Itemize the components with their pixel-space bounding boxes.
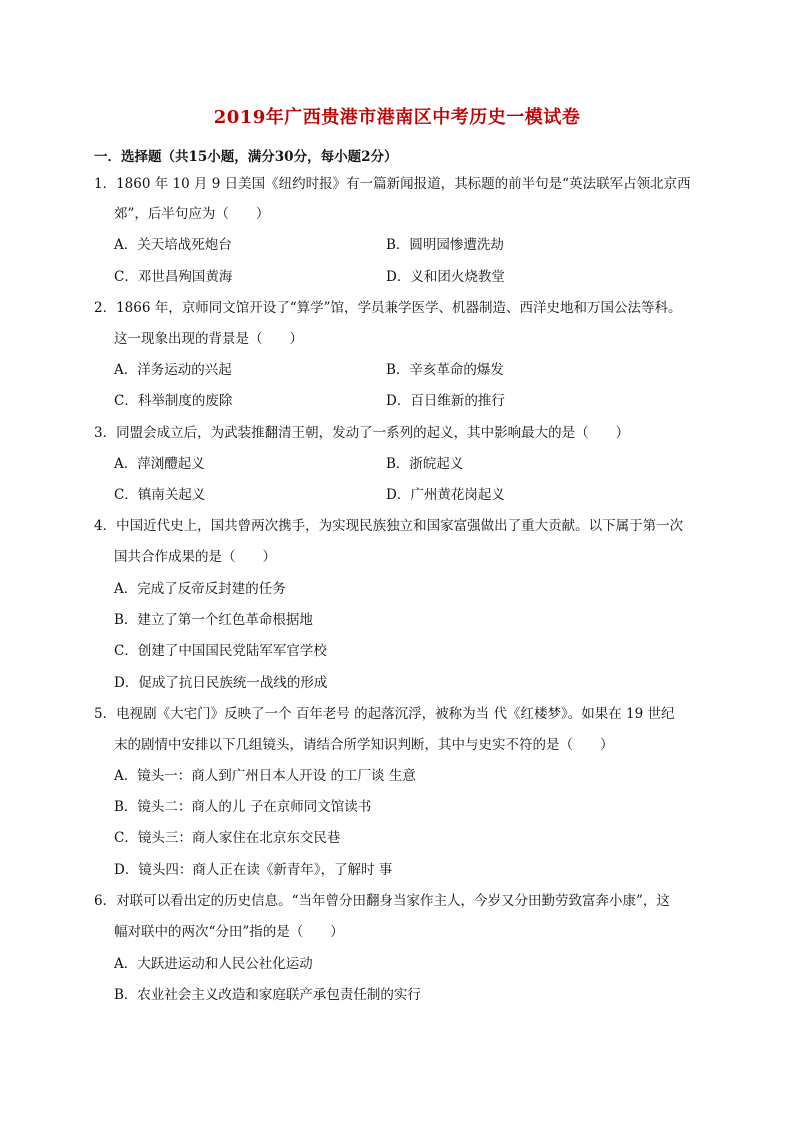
question-1-option-b: B．圆明园惨遭洗劫 [386, 237, 504, 253]
question-5-option-a: A．镜头一：商人到广州日本人开设 的工厂谈 生意 [114, 768, 416, 784]
question-6-option-a: A．大跃进运动和人民公社化运动 [114, 956, 313, 972]
question-2-option-a: A．洋务运动的兴起 [114, 362, 232, 378]
question-5-option-d: D．镜头四：商人正在读《新青年》，了解时 事 [114, 862, 393, 878]
question-3-option-c: C．镇南关起义 [114, 487, 206, 503]
question-5-text: 5．电视剧《大宅门》反映了一个 百年老号 的起落沉浮，被称为当 代《红楼梦》。如果在 19 世纪 [94, 706, 675, 722]
exam-title: 2019年广西贵港市港南区中考历史一模试卷 [213, 107, 581, 128]
question-6-option-b: B．农业社会主义改造和家庭联产承包责任制的实行 [114, 987, 421, 1003]
question-4-option-a: A．完成了反帝反封建的任务 [114, 581, 286, 597]
question-4-text: 4．中国近代史上，国共曾两次携手，为实现民族独立和国家富强做出了重大贡献。以下属于第一次 [94, 518, 684, 534]
question-1-option-c: C．邓世昌殉国黄海 [114, 269, 233, 285]
question-2-option-d: D．百日维新的推行 [386, 393, 505, 409]
question-3-option-d: D．广州黄花岗起义 [386, 487, 505, 503]
question-1-option-a: A．关天培战死炮台 [114, 237, 232, 253]
question-3-option-b: B．浙皖起义 [386, 456, 464, 472]
question-2-option-c: C．科举制度的废除 [114, 393, 233, 409]
question-3-text: 3．同盟会成立后，为武装推翻清王朝，发动了一系列的起义，其中影响最大的是（ ） [94, 425, 630, 441]
question-1-option-d: D．义和团火烧教堂 [386, 269, 505, 285]
question-3-option-a: A．萍浏醴起义 [114, 456, 205, 472]
question-2-text-cont: 这一现象出现的背景是（ ） [114, 331, 303, 347]
question-6-text: 6．对联可以看出定的历史信息。“当年曾分田翻身当家作主人，今岁又分田勤劳致富奔小康”，这 [94, 893, 670, 909]
question-6-text-cont: 幅对联中的两次“分田”指的是（ ） [114, 924, 344, 940]
question-5-option-b: B．镜头二：商人的儿 子在京师同文馆读书 [114, 799, 372, 815]
question-4-option-d: D．促成了抗日民族统一战线的形成 [114, 675, 328, 691]
question-4-text-cont: 国共合作成果的是（ ） [114, 549, 276, 565]
question-5-option-c: C．镜头三：商人家住在北京东交民巷 [114, 830, 341, 846]
question-2-text: 2．1866 年，京师同文馆开设了“算学”馆，学员兼学医学、机器制造、西洋史地和万国公法等科。 [94, 300, 682, 316]
question-1-text-cont: 郊”，后半句应为（ ） [114, 206, 270, 222]
question-4-option-c: C．创建了中国国民党陆军军官学校 [114, 643, 327, 659]
question-4-option-b: B．建立了第一个红色革命根据地 [114, 612, 313, 628]
question-1-text: 1．1860 年 10 月 9 日美国《纽约时报》有一篇新闻报道，其标题的前半句是“英法联军占领北京西 [94, 176, 691, 192]
question-2-option-b: B．辛亥革命的爆发 [386, 362, 504, 378]
section-heading: 一．选择题（共15小题，满分30分，每小题2分） [94, 149, 398, 165]
question-5-text-cont: 末的剧情中安排以下几组镜头，请结合所学知识判断，其中与史实不符的是（ ） [114, 737, 614, 753]
